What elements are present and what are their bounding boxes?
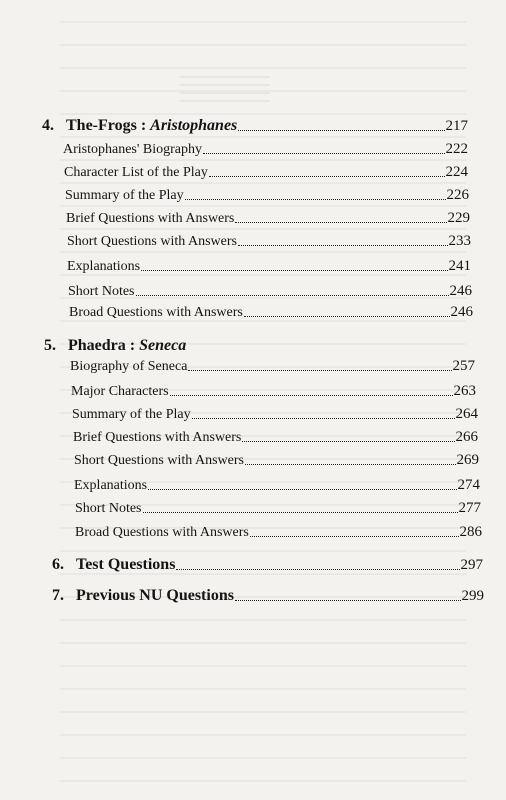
dot-leader bbox=[176, 568, 459, 570]
section-author: Aristophanes bbox=[150, 117, 238, 134]
dot-leader bbox=[235, 221, 446, 223]
toc-entry bbox=[63, 141, 468, 158]
page-number: 269 bbox=[456, 452, 479, 468]
dot-leader bbox=[136, 294, 449, 296]
page-number: 264 bbox=[455, 406, 478, 422]
page-number: 222 bbox=[445, 141, 468, 157]
page-number: 241 bbox=[448, 258, 471, 274]
entry-label: Short Notes bbox=[68, 284, 135, 299]
toc-entry bbox=[65, 187, 469, 204]
entry-label: Summary of the Play bbox=[65, 188, 184, 203]
dot-leader bbox=[235, 599, 461, 601]
dot-leader bbox=[148, 488, 456, 490]
page-number: 274 bbox=[457, 477, 480, 493]
section-title: Phaedra : bbox=[68, 337, 140, 354]
entry-label: Summary of the Play bbox=[72, 407, 191, 422]
entry-label: Character List of the Play bbox=[64, 165, 208, 180]
toc-entry bbox=[74, 452, 479, 469]
page-number: 297 bbox=[460, 557, 483, 573]
entry-label: Broad Questions with Answers bbox=[75, 525, 249, 540]
dot-leader bbox=[250, 535, 459, 537]
page-number: 233 bbox=[448, 233, 471, 249]
bleed-through-heading bbox=[180, 70, 270, 106]
entry-label: Major Characters bbox=[71, 384, 169, 399]
toc-section-5 bbox=[44, 337, 304, 355]
entry-label: Brief Questions with Answers bbox=[73, 430, 242, 445]
dot-leader bbox=[238, 129, 444, 131]
page-number: 229 bbox=[447, 210, 470, 226]
toc-section-4 bbox=[42, 117, 468, 135]
entry-label: Explanations bbox=[74, 478, 148, 493]
dot-leader bbox=[141, 269, 447, 271]
page-number: 277 bbox=[458, 500, 481, 516]
toc-entry bbox=[75, 500, 481, 517]
page-number: 286 bbox=[459, 524, 482, 540]
dot-leader bbox=[192, 417, 455, 419]
toc-entry bbox=[67, 258, 471, 275]
page-number: 263 bbox=[453, 383, 476, 399]
page-number: 299 bbox=[461, 588, 484, 604]
section-number: 6. bbox=[52, 556, 64, 573]
entry-label: Aristophanes' Biography bbox=[63, 142, 203, 157]
toc-entry bbox=[71, 383, 476, 400]
toc-entry bbox=[69, 304, 473, 321]
toc-entry bbox=[67, 233, 471, 250]
entry-label: Short Questions with Answers bbox=[74, 453, 244, 468]
toc-entry bbox=[68, 283, 472, 300]
dot-leader bbox=[244, 315, 450, 317]
section-title: The-Frogs : bbox=[66, 117, 151, 134]
entry-label: Brief Questions with Answers bbox=[66, 211, 235, 226]
toc-entry bbox=[66, 210, 470, 227]
entry-label: Biography of Seneca bbox=[70, 359, 188, 374]
section-number: 4. bbox=[42, 117, 54, 134]
entry-label: Broad Questions with Answers bbox=[69, 305, 243, 320]
dot-leader bbox=[209, 175, 445, 177]
toc-entry bbox=[74, 477, 480, 494]
section-number: 7. bbox=[52, 587, 64, 604]
dot-leader bbox=[188, 369, 451, 371]
toc-entry bbox=[72, 406, 478, 423]
dot-leader bbox=[238, 244, 448, 246]
page-number: 257 bbox=[452, 358, 475, 374]
page-number: 246 bbox=[450, 304, 473, 320]
toc-section-7 bbox=[52, 587, 484, 605]
dot-leader bbox=[203, 152, 444, 154]
entry-label: Short Questions with Answers bbox=[67, 234, 237, 249]
page-number: 224 bbox=[445, 164, 468, 180]
toc-entry bbox=[70, 358, 475, 375]
dot-leader bbox=[242, 440, 454, 442]
section-author: Seneca bbox=[139, 337, 187, 354]
section-number: 5. bbox=[44, 337, 56, 354]
dot-leader bbox=[185, 198, 446, 200]
dot-leader bbox=[245, 463, 456, 465]
page-number: 226 bbox=[446, 187, 469, 203]
toc-entry bbox=[73, 429, 478, 446]
toc-section-6 bbox=[52, 556, 483, 574]
section-title: Previous NU Questions bbox=[76, 587, 234, 604]
toc-entry bbox=[64, 164, 468, 181]
page-number: 266 bbox=[455, 429, 478, 445]
dot-leader bbox=[170, 394, 453, 396]
entry-label: Short Notes bbox=[75, 501, 142, 516]
section-title: Test Questions bbox=[76, 556, 176, 573]
dot-leader bbox=[143, 511, 458, 513]
page-number: 246 bbox=[449, 283, 472, 299]
entry-label: Explanations bbox=[67, 259, 141, 274]
toc-entry bbox=[75, 524, 482, 541]
page-number: 217 bbox=[445, 118, 468, 134]
